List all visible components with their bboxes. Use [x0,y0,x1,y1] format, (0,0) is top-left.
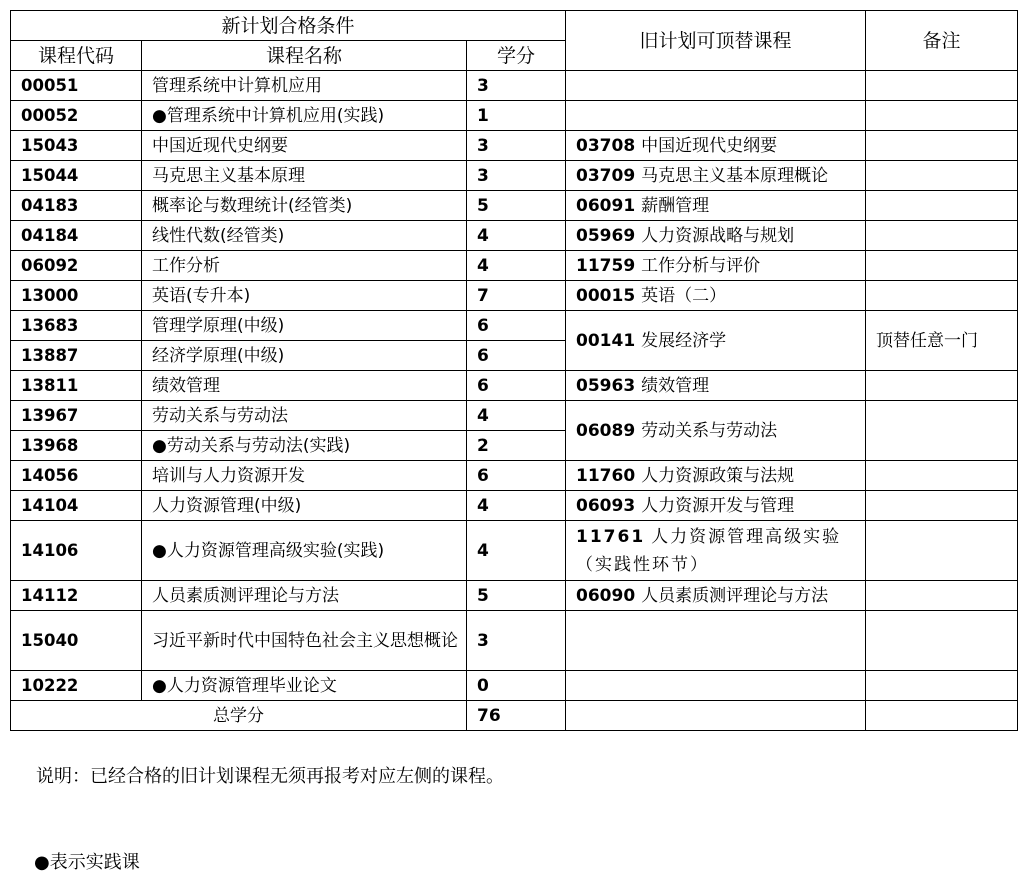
course-code: 13000 [11,281,142,311]
table-row [11,521,1018,581]
course-credit: 4 [467,221,566,251]
course-plan-table [10,10,1018,731]
course-code: 14056 [11,461,142,491]
course-code: 13968 [11,431,142,461]
explanation-note: 说明：已经合格的旧计划课程无须再报考对应左侧的课程。 [36,766,504,787]
new-plan-header: 新计划合格条件 [11,11,566,41]
old-course-cell [566,401,866,461]
old-course-cell [566,371,866,401]
old-course-cell [566,161,866,191]
course-name: 习近平新时代中国特色社会主义思想概论 [142,611,467,671]
old-course-code: 11760 [576,465,636,486]
course-code: 14106 [11,521,142,581]
remark-cell [866,671,1018,701]
remark-header: 备注 [866,11,1018,71]
old-course-cell [566,611,866,671]
remark-cell [866,611,1018,671]
course-name: 管理学原理(中级) [142,311,467,341]
course-code: 15044 [11,161,142,191]
old-course-cell [566,191,866,221]
course-name: 绩效管理 [142,371,467,401]
old-course-name: 发展经济学 [641,330,727,351]
table-row [11,311,1018,341]
old-course-cell [566,221,866,251]
old-course-cell [566,701,866,731]
old-course-code: 05963 [576,375,636,396]
remark-cell [866,581,1018,611]
course-code: 13887 [11,341,142,371]
old-course-code: 00015 [576,285,636,306]
table-row [11,401,1018,431]
course-name: 英语(专升本) [142,281,467,311]
old-course-cell [566,671,866,701]
remark-cell [866,101,1018,131]
old-course-name: 中国近现代史纲要 [641,135,778,156]
course-name: 经济学原理(中级) [142,341,467,371]
remark-cell [866,401,1018,461]
course-name: 中国近现代史纲要 [142,131,467,161]
course-name: ●劳动关系与劳动法(实践) [142,431,467,461]
table-row [11,281,1018,311]
old-course-name: 马克思主义基本原理概论 [641,165,829,186]
code-header: 课程代码 [11,41,142,71]
course-credit: 3 [467,131,566,161]
table-row [11,371,1018,401]
course-credit: 6 [467,461,566,491]
remark-cell: 顶替任意一门 [866,311,1018,371]
table-row [11,611,1018,671]
course-credit: 2 [467,431,566,461]
course-credit: 4 [467,521,566,581]
course-name: 培训与人力资源开发 [142,461,467,491]
remark-cell [866,521,1018,581]
course-credit: 0 [467,671,566,701]
course-credit: 6 [467,341,566,371]
practice-legend: ●表示实践课 [34,852,140,873]
remark-cell [866,461,1018,491]
old-course-cell [566,71,866,101]
remark-cell [866,191,1018,221]
remark-cell [866,71,1018,101]
table-row [11,161,1018,191]
course-name: 人力资源管理(中级) [142,491,467,521]
course-name: 概率论与数理统计(经管类) [142,191,467,221]
course-code: 10222 [11,671,142,701]
course-code: 14112 [11,581,142,611]
course-credit: 4 [467,401,566,431]
old-course-name: 英语（二） [641,285,727,306]
course-name: 马克思主义基本原理 [142,161,467,191]
course-code: 04183 [11,191,142,221]
course-credit: 6 [467,371,566,401]
course-name: 管理系统中计算机应用 [142,71,467,101]
table-row [11,71,1018,101]
old-course-cell [566,311,866,371]
course-credit: 3 [467,161,566,191]
old-course-name: 人力资源开发与管理 [641,495,795,516]
old-course-cell [566,131,866,161]
course-code: 04184 [11,221,142,251]
remark-cell [866,491,1018,521]
course-code: 13683 [11,311,142,341]
remark-cell [866,371,1018,401]
course-name: ●管理系统中计算机应用(实践) [142,101,467,131]
remark-cell [866,281,1018,311]
old-course-code: 06093 [576,495,636,516]
table-row [11,221,1018,251]
old-course-code: 11759 [576,255,636,276]
course-name: 工作分析 [142,251,467,281]
old-course-code: 00141 [576,330,636,351]
table-row [11,251,1018,281]
remark-cell [866,251,1018,281]
total-label: 总学分 [11,701,467,731]
old-course-code: 03709 [576,165,636,186]
course-code: 00051 [11,71,142,101]
old-course-cell [566,281,866,311]
course-credit: 1 [467,101,566,131]
course-name: 劳动关系与劳动法 [142,401,467,431]
course-credit: 5 [467,191,566,221]
old-course-cell [566,251,866,281]
old-course-cell [566,521,866,581]
table-row [11,461,1018,491]
course-code: 15040 [11,611,142,671]
old-course-name: 人力资源战略与规划 [641,225,795,246]
old-course-code: 06091 [576,195,636,216]
course-name: 人员素质测评理论与方法 [142,581,467,611]
total-row [11,701,1018,731]
old-course-name: 工作分析与评价 [641,255,761,276]
old-course-code: 11761 [576,526,646,547]
remark-cell [866,221,1018,251]
table-row [11,101,1018,131]
course-credit: 3 [467,71,566,101]
course-name: 线性代数(经管类) [142,221,467,251]
table-row [11,191,1018,221]
remark-cell [866,131,1018,161]
old-course-name: 绩效管理 [641,375,710,396]
course-code: 15043 [11,131,142,161]
course-credit: 3 [467,611,566,671]
credit-header: 学分 [467,41,566,71]
old-course-cell [566,101,866,131]
table-row [11,131,1018,161]
old-course-code: 06089 [576,420,636,441]
course-code: 13811 [11,371,142,401]
old-course-cell [566,461,866,491]
course-code: 06092 [11,251,142,281]
course-code: 13967 [11,401,142,431]
old-course-code: 06090 [576,585,636,606]
old-course-name: 人员素质测评理论与方法 [641,585,829,606]
total-value: 76 [467,701,566,731]
table-row [11,671,1018,701]
old-course-cell [566,581,866,611]
table-row [11,491,1018,521]
old-course-name: 人力资源管理高级实验（实践性环节） [576,526,842,575]
old-course-name: 劳动关系与劳动法 [641,420,778,441]
remark-cell [866,701,1018,731]
name-header: 课程名称 [142,41,467,71]
old-course-name: 人力资源政策与法规 [641,465,795,486]
course-code: 00052 [11,101,142,131]
old-course-code: 03708 [576,135,636,156]
table-row [11,581,1018,611]
course-credit: 4 [467,251,566,281]
old-course-cell [566,491,866,521]
course-credit: 4 [467,491,566,521]
old-course-name: 薪酬管理 [641,195,710,216]
course-credit: 5 [467,581,566,611]
old-plan-header: 旧计划可顶替课程 [566,11,866,71]
remark-cell [866,161,1018,191]
course-name: ●人力资源管理毕业论文 [142,671,467,701]
course-credit: 6 [467,311,566,341]
old-course-code: 05969 [576,225,636,246]
course-credit: 7 [467,281,566,311]
course-code: 14104 [11,491,142,521]
course-name: ●人力资源管理高级实验(实践) [142,521,467,581]
